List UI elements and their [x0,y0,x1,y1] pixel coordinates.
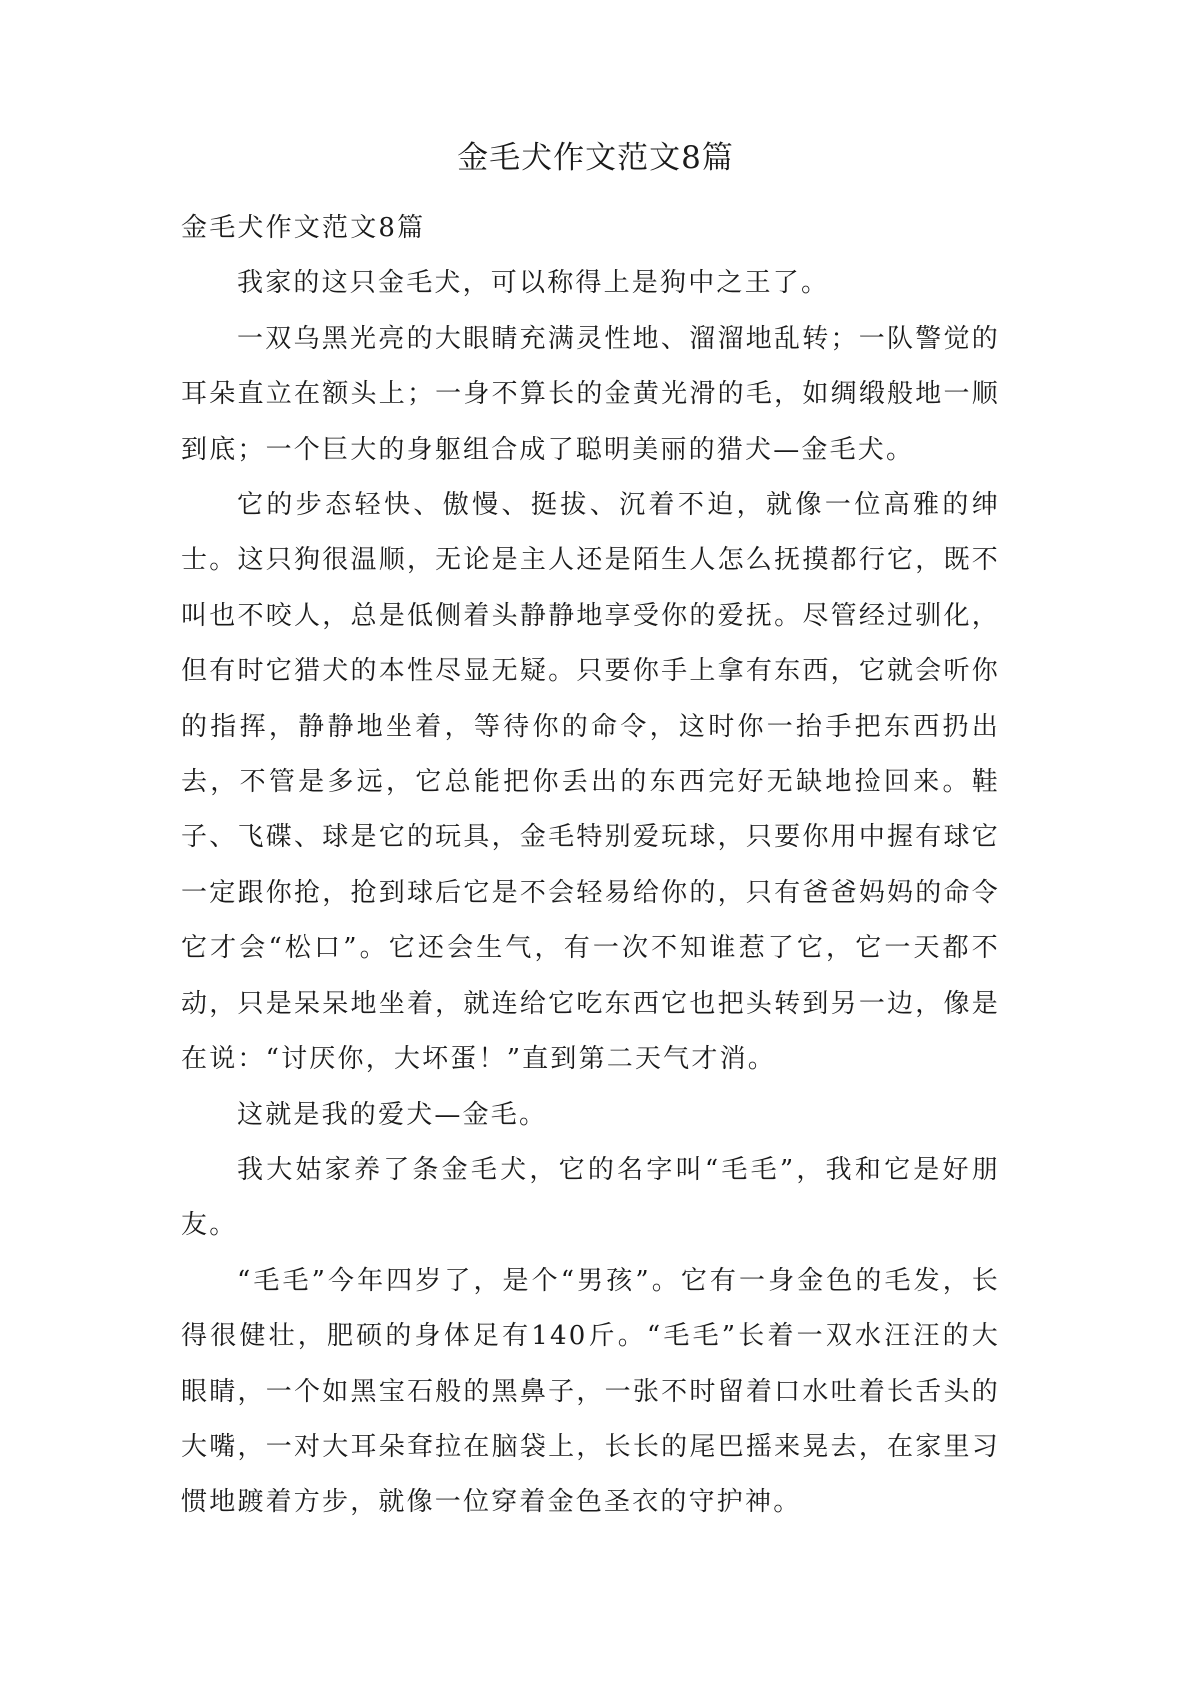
paragraph: 我大姑家养了条金毛犬，它的名字叫“毛毛”，我和它是好朋友。 [181,1154,1000,1241]
paragraph: “毛毛”今年四岁了，是个“男孩”。它有一身金色的毛发，长得很健壮，肥硕的身体足有140斤。“毛毛”长着一双水汪汪的大眼睛，一个如黑宝石般的黑鼻子，一张不时留着口水吐着长舌头的大嘴，一对大耳朵耷拉在脑袋上，长长的尾巴摇来晃去，在家里习惯地踱着方步，就像一位穿着金色圣衣的守护神。 [181,1265,1000,1518]
document-title: 金毛犬作文范文8篇 [457,140,734,176]
document-subtitle: 金毛犬作文范文8篇 [181,213,426,243]
document-body [181,201,1000,1531]
paragraph: 一双乌黑光亮的大眼睛充满灵性地、溜溜地乱转；一队警觉的耳朵直立在额头上；一身不算长的金黄光滑的毛，如绸缎般地一顺到底；一个巨大的身躯组合成了聪明美丽的猎犬—金毛犬。 [181,323,1000,465]
paragraph: 我家的这只金毛犬，可以称得上是狗中之王了。 [237,268,830,299]
paragraph: 这就是我的爱犬—金毛。 [237,1099,548,1130]
paragraph: 它的步态轻快、傲慢、挺拔、沉着不迫，就像一位高雅的绅士。这只狗很温顺，无论是主人还是陌生人怎么抚摸都行它，既不叫也不咬人，总是低侧着头静静地享受你的爱抚。尽管经过驯化，但有时它猎犬的本性尽显无疑。只要你手上拿有东西，它就会听你的指挥，静静地坐着，等待你的命令，这时你一抬手把东西扔出去，不管是多远，它总能把你丢出的东西完好无缺地捡回来。鞋子、飞碟、球是它的玩具，金毛特别爱玩球，只要你用中握有球它一定跟你抢，抢到球后它是不会轻易给你的，只有爸爸妈妈的命令它才会“松口”。它还会生气，有一次不知谁惹了它，它一天都不动，只是呆呆地坐着，就连给它吃东西它也把头转到另一边，像是在说：“讨厌你，大坏蛋！”直到第二天气才消。 [181,490,1000,1075]
